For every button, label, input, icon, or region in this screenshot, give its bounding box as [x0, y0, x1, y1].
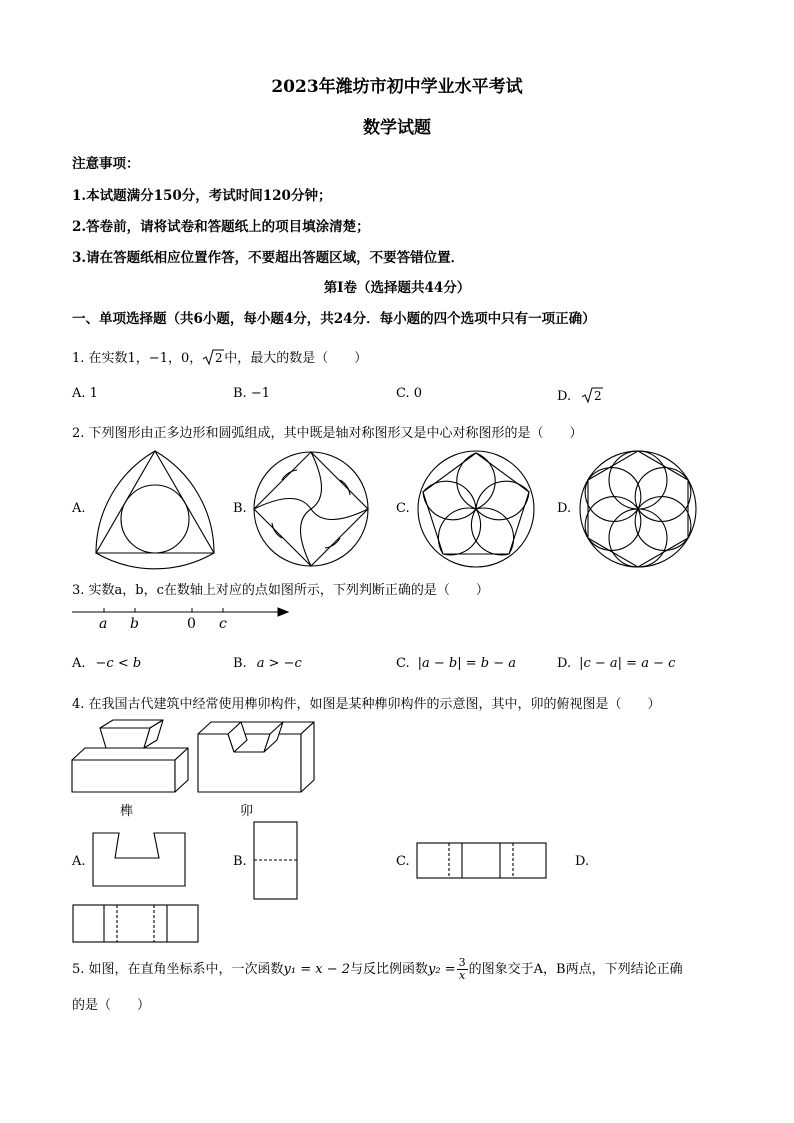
q2-label-d[interactable]: D.	[557, 501, 572, 516]
svg-text:2: 2	[215, 351, 223, 365]
circle-pentagon-figure[interactable]	[416, 449, 536, 569]
q4-option-d-figure[interactable]	[72, 904, 200, 944]
q2-label-a[interactable]: A.	[72, 501, 86, 516]
q3-option-b-label: B.	[233, 656, 247, 671]
q3-option-a-expr: −c < b	[95, 656, 142, 671]
note-item-3: 3.请在答题纸相应位置作答，不要超出答题区域，不要答错位置．	[72, 250, 465, 266]
axis-label-c: c	[219, 616, 227, 632]
axis-label-zero: 0	[187, 616, 196, 632]
q4-label-a[interactable]: A.	[72, 854, 86, 869]
sqrt2-icon	[581, 386, 603, 404]
svg-text:2: 2	[594, 389, 602, 403]
q3-option-d-label: D.	[557, 656, 572, 671]
caption-tenon: 榫	[120, 804, 134, 819]
q4-stem: 4. 在我国古代建筑中经常使用榫卯构件，如图是某种榫卯构件的示意图，其中，卯的俯视图是（ ）	[72, 697, 661, 712]
q2-stem: 2. 下列图形由正多边形和圆弧组成，其中既是轴对称图形又是中心对称图形的是（ ）	[72, 426, 583, 441]
note-item-1: 1.本试题满分150分，考试时间120分钟；	[72, 188, 332, 204]
q4-label-c[interactable]: C.	[396, 854, 410, 869]
axis-label-a: a	[99, 616, 108, 632]
q5-y1: y₁ = x − 2	[283, 962, 351, 977]
q1-option-d[interactable]	[557, 386, 603, 404]
q3-option-d-expr: |c − a| = a − c	[579, 656, 676, 671]
q4-option-b-figure[interactable]	[253, 821, 299, 901]
q3-option-d[interactable]	[557, 656, 675, 671]
q1-stem	[72, 347, 367, 366]
axis-label-b: b	[130, 616, 139, 632]
page-subtitle: 数学试题	[363, 118, 431, 138]
q4-option-c-figure[interactable]	[416, 842, 548, 880]
q3-option-c-expr: |a − b| = b − a	[417, 656, 517, 671]
volume-heading: 第I卷（选择题共44分）	[323, 280, 471, 296]
q3-option-c-label: C.	[396, 656, 410, 671]
q1-option-c[interactable]: C. 0	[396, 386, 423, 401]
q2-label-b[interactable]: B.	[233, 501, 247, 516]
part1-heading: 一、单项选择题（共6小题，每小题4分，共24分．每小题的四个选项中只有一项正确）	[72, 311, 596, 327]
notes-heading: 注意事项：	[72, 156, 140, 172]
q5-stem-cont: 的是（ ）	[72, 998, 151, 1013]
q5-stem-b: 的图象交于A，B两点，下列结论正确	[468, 962, 683, 977]
q5-y2: y₂ =	[428, 962, 456, 977]
q1-stem-b: 中，最大的数是（ ）	[224, 351, 368, 366]
sqrt2-icon	[202, 348, 224, 366]
q5-stem-a: 5. 如图，在直角坐标系中，一次函数	[72, 962, 284, 977]
tenon-figure	[70, 718, 192, 796]
q1-option-d-label: D.	[557, 389, 572, 404]
q3-option-c[interactable]	[396, 656, 516, 671]
q1-option-a[interactable]: A. 1	[72, 386, 98, 401]
note-item-2: 2.答卷前，请将试卷和答题纸上的项目填涂清楚；	[72, 219, 370, 235]
q2-label-c[interactable]: C.	[396, 501, 410, 516]
page-title: 2023年潍坊市初中学业水平考试	[271, 77, 523, 97]
q1-option-b[interactable]: B. −1	[233, 386, 270, 401]
q3-option-b-expr: a > −c	[256, 656, 302, 671]
caption-mortise: 卯	[240, 804, 254, 819]
q5-fraction-num: 3	[458, 956, 466, 969]
q4-label-b[interactable]: B.	[233, 854, 247, 869]
reuleaux-triangle-figure[interactable]	[88, 448, 223, 573]
mortise-figure	[196, 718, 318, 796]
circle-hexagon-figure[interactable]	[578, 449, 698, 569]
q3-stem: 3. 实数a，b，c在数轴上对应的点如图所示，下列判断正确的是（ ）	[72, 583, 489, 598]
q1-stem-a: 1. 在实数1，−1，0，	[72, 351, 203, 366]
q4-label-d[interactable]: D.	[575, 854, 590, 869]
q5-mid: 与反比例函数	[350, 962, 429, 977]
q3-option-b[interactable]	[233, 656, 302, 671]
q5-fraction-den: x	[459, 969, 466, 982]
q4-option-a-figure[interactable]	[92, 832, 187, 888]
q3-option-a[interactable]	[72, 656, 141, 671]
q3-option-a-label: A.	[72, 656, 86, 671]
q5-fraction	[457, 957, 468, 982]
q5-stem	[72, 957, 683, 982]
circle-square-figure[interactable]	[252, 450, 370, 568]
